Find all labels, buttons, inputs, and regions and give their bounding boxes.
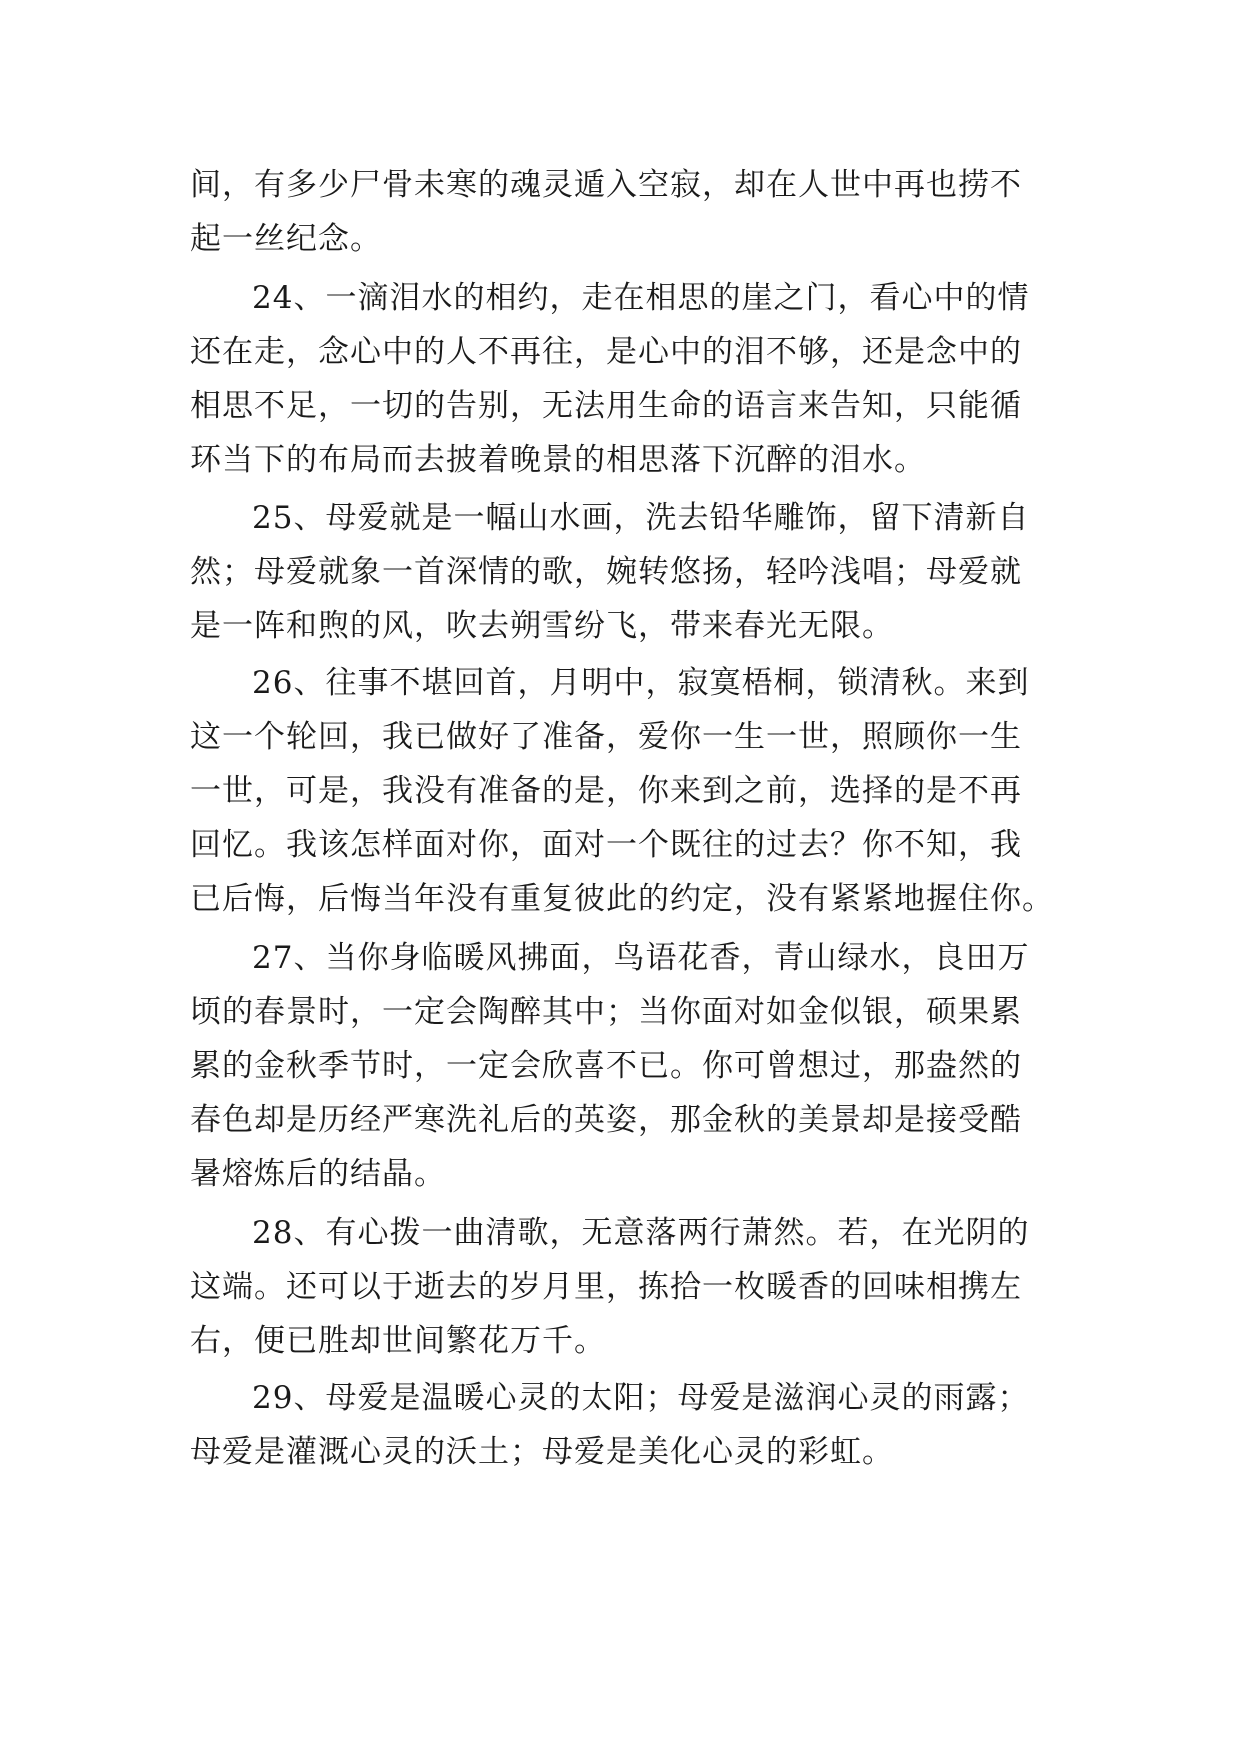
text-line: 这一个轮回，我已做好了准备，爱你一生一世，照顾你一生 [190, 719, 1022, 755]
paragraph-27-line: 27、当你身临暖风拂面，鸟语花香，青山绿水，良田万 [252, 940, 1030, 976]
text-line: 暑熔炼后的结晶。 [190, 1156, 446, 1192]
text-line: 环当下的布局而去披着晚景的相思落下沉醉的泪水。 [190, 442, 926, 478]
text-line: 一世，可是，我没有准备的是，你来到之前，选择的是不再 [190, 773, 1022, 809]
text-line: 间，有多少尸骨未寒的魂灵遁入空寂，却在人世中再也捞不 [190, 167, 1022, 203]
text-line: 母爱是灌溉心灵的沃土；母爱是美化心灵的彩虹。 [190, 1434, 894, 1470]
text-line: 还在走，念心中的人不再往，是心中的泪不够，还是念中的 [190, 334, 1022, 370]
paragraph-24-line: 24、一滴泪水的相约，走在相思的崖之门，看心中的情 [252, 280, 1030, 316]
text-line: 这端。还可以于逝去的岁月里，拣拾一枚暖香的回味相携左 [190, 1269, 1022, 1305]
text-line: 春色却是历经严寒洗礼后的英姿，那金秋的美景却是接受酷 [190, 1102, 1022, 1138]
text-line: 右，便已胜却世间繁花万千。 [190, 1323, 606, 1359]
text-line: 已后悔，后悔当年没有重复彼此的约定，没有紧紧地握住你。 [190, 881, 1054, 917]
text-line: 起一丝纪念。 [190, 221, 382, 257]
paragraph-29-line: 29、母爱是温暖心灵的太阳；母爱是滋润心灵的雨露； [252, 1380, 1030, 1416]
text-line: 回忆。我该怎样面对你，面对一个既往的过去？你不知，我 [190, 827, 1022, 863]
text-line: 然；母爱就象一首深情的歌，婉转悠扬，轻吟浅唱；母爱就 [190, 554, 1022, 590]
paragraph-26-line: 26、往事不堪回首，月明中，寂寞梧桐，锁清秋。来到 [252, 665, 1030, 701]
paragraph-25-line: 25、母爱就是一幅山水画，洗去铅华雕饰，留下清新自 [252, 500, 1030, 536]
text-line: 累的金秋季节时，一定会欣喜不已。你可曾想过，那盎然的 [190, 1048, 1022, 1084]
text-line: 顷的春景时，一定会陶醉其中；当你面对如金似银，硕果累 [190, 994, 1022, 1030]
text-line: 相思不足，一切的告别，无法用生命的语言来告知，只能循 [190, 388, 1022, 424]
text-line: 是一阵和煦的风，吹去朔雪纷飞，带来春光无限。 [190, 608, 894, 644]
paragraph-28-line: 28、有心拨一曲清歌，无意落两行萧然。若，在光阴的 [252, 1215, 1030, 1251]
